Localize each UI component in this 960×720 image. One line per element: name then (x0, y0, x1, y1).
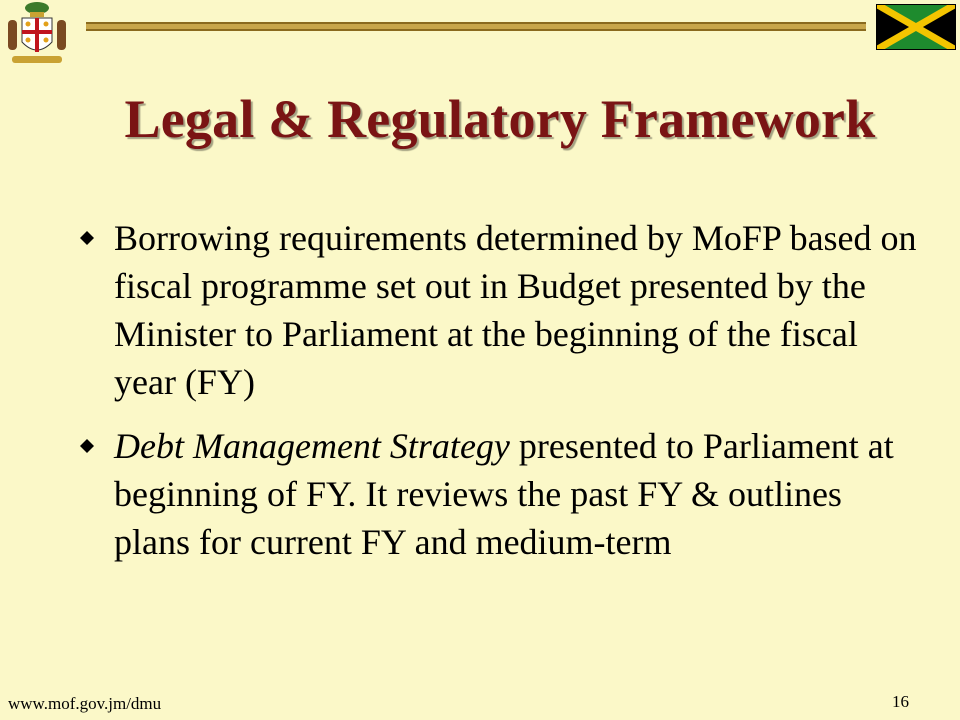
bullet-item (80, 422, 920, 566)
bullet-emphasis: Debt Management Strategy (114, 426, 510, 466)
bullet-text: presented to Parliament at beginning of FY. It reviews the past FY & outlines plans for current FY and medium-term (114, 426, 894, 562)
diamond-bullet-icon (80, 231, 94, 245)
diamond-bullet-icon (80, 439, 94, 453)
bullet-text: Borrowing requirements determined by MoFP based on fiscal programme set out in Budget presented by the Minister to Parliament at the beginning of the fiscal year (FY) (114, 218, 917, 402)
header-rule (86, 22, 866, 31)
bullet-item (80, 214, 920, 406)
slide-title: Legal & Regulatory Framework (124, 89, 876, 149)
bullet-list (80, 214, 920, 582)
jamaica-flag-icon (876, 4, 956, 50)
page-number: 16 (892, 692, 909, 711)
coat-of-arms-icon (2, 0, 72, 66)
footer-url: www.mof.gov.jm/dmu (8, 694, 162, 713)
